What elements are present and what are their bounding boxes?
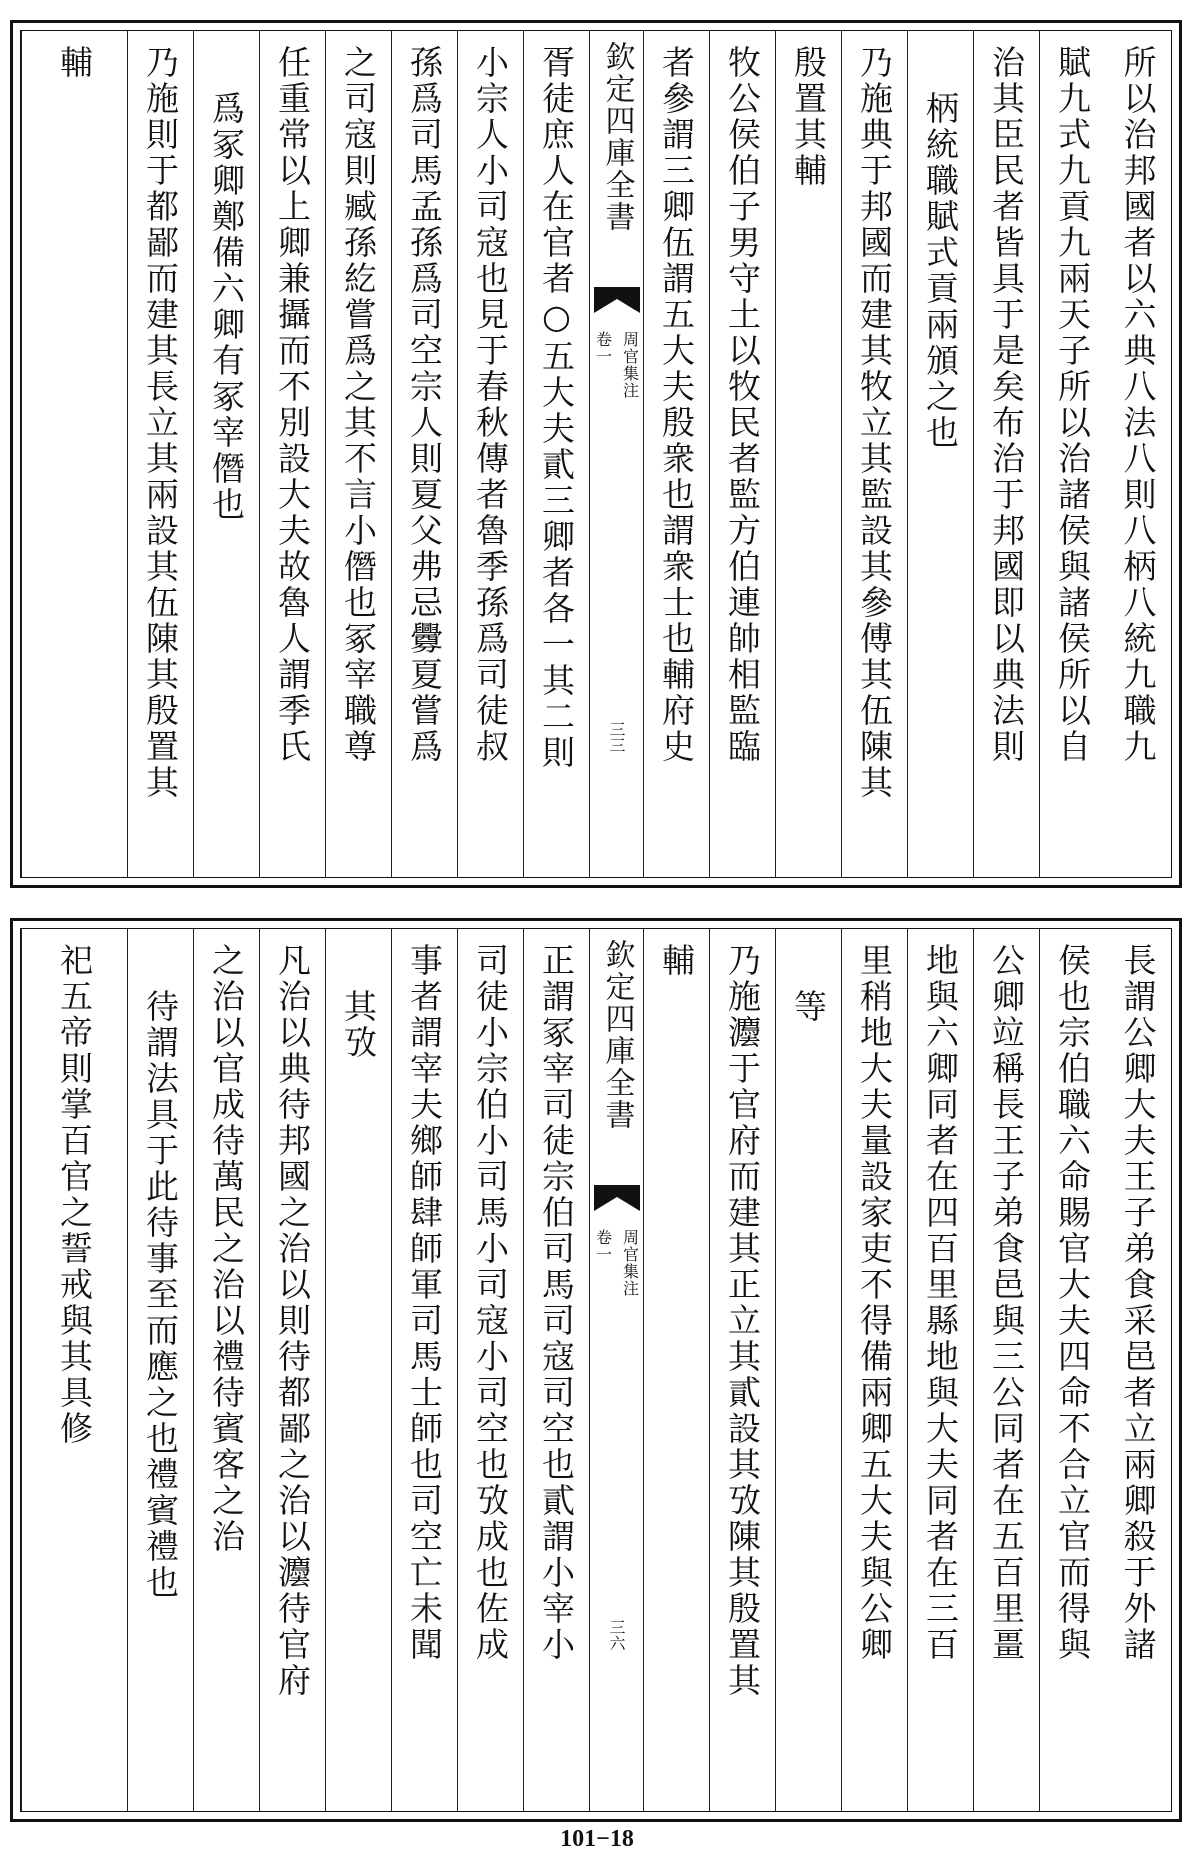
text-column <box>973 929 1039 1811</box>
center-fold <box>589 31 643 877</box>
column-text: 凡治以典待邦國之治以則待都鄙之治以灋待官府 <box>273 943 312 1699</box>
text-column <box>907 31 973 877</box>
column-text: 治其臣民者皆具于是矣布治于邦國即以典法則 <box>987 45 1026 765</box>
text-column <box>1039 31 1105 877</box>
fold-page-number: 三六 <box>607 1619 626 1651</box>
column-text: 輔 <box>657 943 696 979</box>
column-text: 賦九式九貢九兩天子所以治諸侯與諸侯所以自 <box>1053 45 1092 765</box>
text-column <box>391 929 457 1811</box>
fish-tail-ornament <box>594 287 640 313</box>
column-text: 者參謂三卿伍謂五大夫殷衆也謂衆士也輔府史 <box>657 45 696 765</box>
fish-tail-ornament <box>594 1185 640 1211</box>
text-column <box>21 929 127 1811</box>
column-text: 事者謂宰夫鄉師肆師軍司馬士師也司空亡未聞 <box>405 943 444 1663</box>
text-column <box>1039 929 1105 1811</box>
book-title: 欽定四庫全書 <box>599 939 635 1131</box>
text-column <box>523 31 589 877</box>
text-column <box>457 31 523 877</box>
column-text: 公卿竝稱長王子弟食邑與三公同者在五百里畺 <box>987 943 1026 1663</box>
column-text: 待謂法具于此待事至而應之也禮賓禮也 <box>141 989 180 1601</box>
page-number: 101−18 <box>560 1826 634 1852</box>
text-column <box>643 31 709 877</box>
column-text: 司徒小宗伯小司馬小司寇小司空也攷成也佐成 <box>471 943 510 1663</box>
column-text: 輔 <box>55 45 94 81</box>
text-column <box>841 929 907 1811</box>
column-text: 長謂公卿大夫王子弟食采邑者立兩卿殺于外諸 <box>1118 943 1158 1663</box>
bottom-page-text-area <box>20 928 1172 1812</box>
series-title: 周官集注 <box>620 1229 640 1297</box>
column-text: 任重常以上卿兼攝而不別設大夫故魯人謂季氏 <box>273 45 312 765</box>
top-page-text-area <box>20 30 1172 878</box>
volume-label <box>592 331 642 399</box>
column-text: 胥徒庶人在官者○五大夫貳三卿者各一其二則 <box>537 45 576 771</box>
text-column <box>907 929 973 1811</box>
volume-number: 卷一 <box>593 331 613 365</box>
text-column <box>193 929 259 1811</box>
series-title: 周官集注 <box>620 331 640 399</box>
text-column <box>259 31 325 877</box>
top-page-frame <box>10 20 1182 888</box>
volume-label <box>592 1229 642 1297</box>
text-column <box>775 31 841 877</box>
column-text: 祀五帝則掌百官之誓戒與其具修 <box>55 943 94 1447</box>
text-column <box>127 929 193 1811</box>
text-column <box>127 31 193 877</box>
text-column <box>457 929 523 1811</box>
bottom-page-frame <box>10 918 1182 1822</box>
text-column <box>259 929 325 1811</box>
column-text: 乃施則于都鄙而建其長立其兩設其伍陳其殷置其 <box>141 45 180 801</box>
column-text: 其攷 <box>339 989 378 1061</box>
column-text: 殷置其輔 <box>789 45 828 189</box>
text-column <box>775 929 841 1811</box>
column-text: 所以治邦國者以六典八法八則八柄八統九職九 <box>1118 45 1158 765</box>
column-text: 孫爲司馬孟孫爲司空宗人則夏父弗忌釁夏嘗爲 <box>405 45 444 765</box>
column-text: 侯也宗伯職六命賜官大夫四命不合立官而得與 <box>1053 943 1092 1663</box>
column-text: 小宗人小司寇也見于春秋傳者魯季孫爲司徒叔 <box>471 45 510 765</box>
text-column <box>1105 31 1171 877</box>
column-text: 等 <box>789 989 828 1025</box>
text-column <box>523 929 589 1811</box>
column-text: 之治以官成待萬民之治以禮待賓客之治 <box>207 943 246 1555</box>
text-column <box>709 929 775 1811</box>
volume-number: 卷一 <box>593 1229 613 1263</box>
book-title: 欽定四庫全書 <box>599 41 635 233</box>
column-text: 正謂冢宰司徒宗伯司馬司寇司空也貳謂小宰小 <box>537 943 576 1663</box>
column-text: 牧公侯伯子男守土以牧民者監方伯連帥相監臨 <box>723 45 762 765</box>
column-text: 乃施灋于官府而建其正立其貳設其攷陳其殷置其 <box>723 943 762 1699</box>
column-text: 柄統職賦式貢兩頒之也 <box>921 91 960 451</box>
text-column <box>643 929 709 1811</box>
text-column <box>21 31 127 877</box>
column-text: 之司寇則臧孫紇嘗爲之其不言小僭也冢宰職尊 <box>339 45 378 765</box>
text-column <box>973 31 1039 877</box>
column-text: 爲冢卿鄭備六卿有冢宰僭也 <box>207 91 246 523</box>
text-column <box>391 31 457 877</box>
column-text: 里稍地大夫量設家吏不得備兩卿五大夫與公卿 <box>855 943 894 1663</box>
column-text: 地與六卿同者在四百里縣地與大夫同者在三百 <box>921 943 960 1663</box>
center-fold <box>589 929 643 1811</box>
text-column <box>709 31 775 877</box>
text-column <box>325 31 391 877</box>
text-column <box>193 31 259 877</box>
text-column <box>325 929 391 1811</box>
text-column <box>841 31 907 877</box>
fold-page-number: 三三 <box>607 721 626 753</box>
column-text: 乃施典于邦國而建其牧立其監設其參傅其伍陳其 <box>855 45 894 801</box>
text-column <box>1105 929 1171 1811</box>
